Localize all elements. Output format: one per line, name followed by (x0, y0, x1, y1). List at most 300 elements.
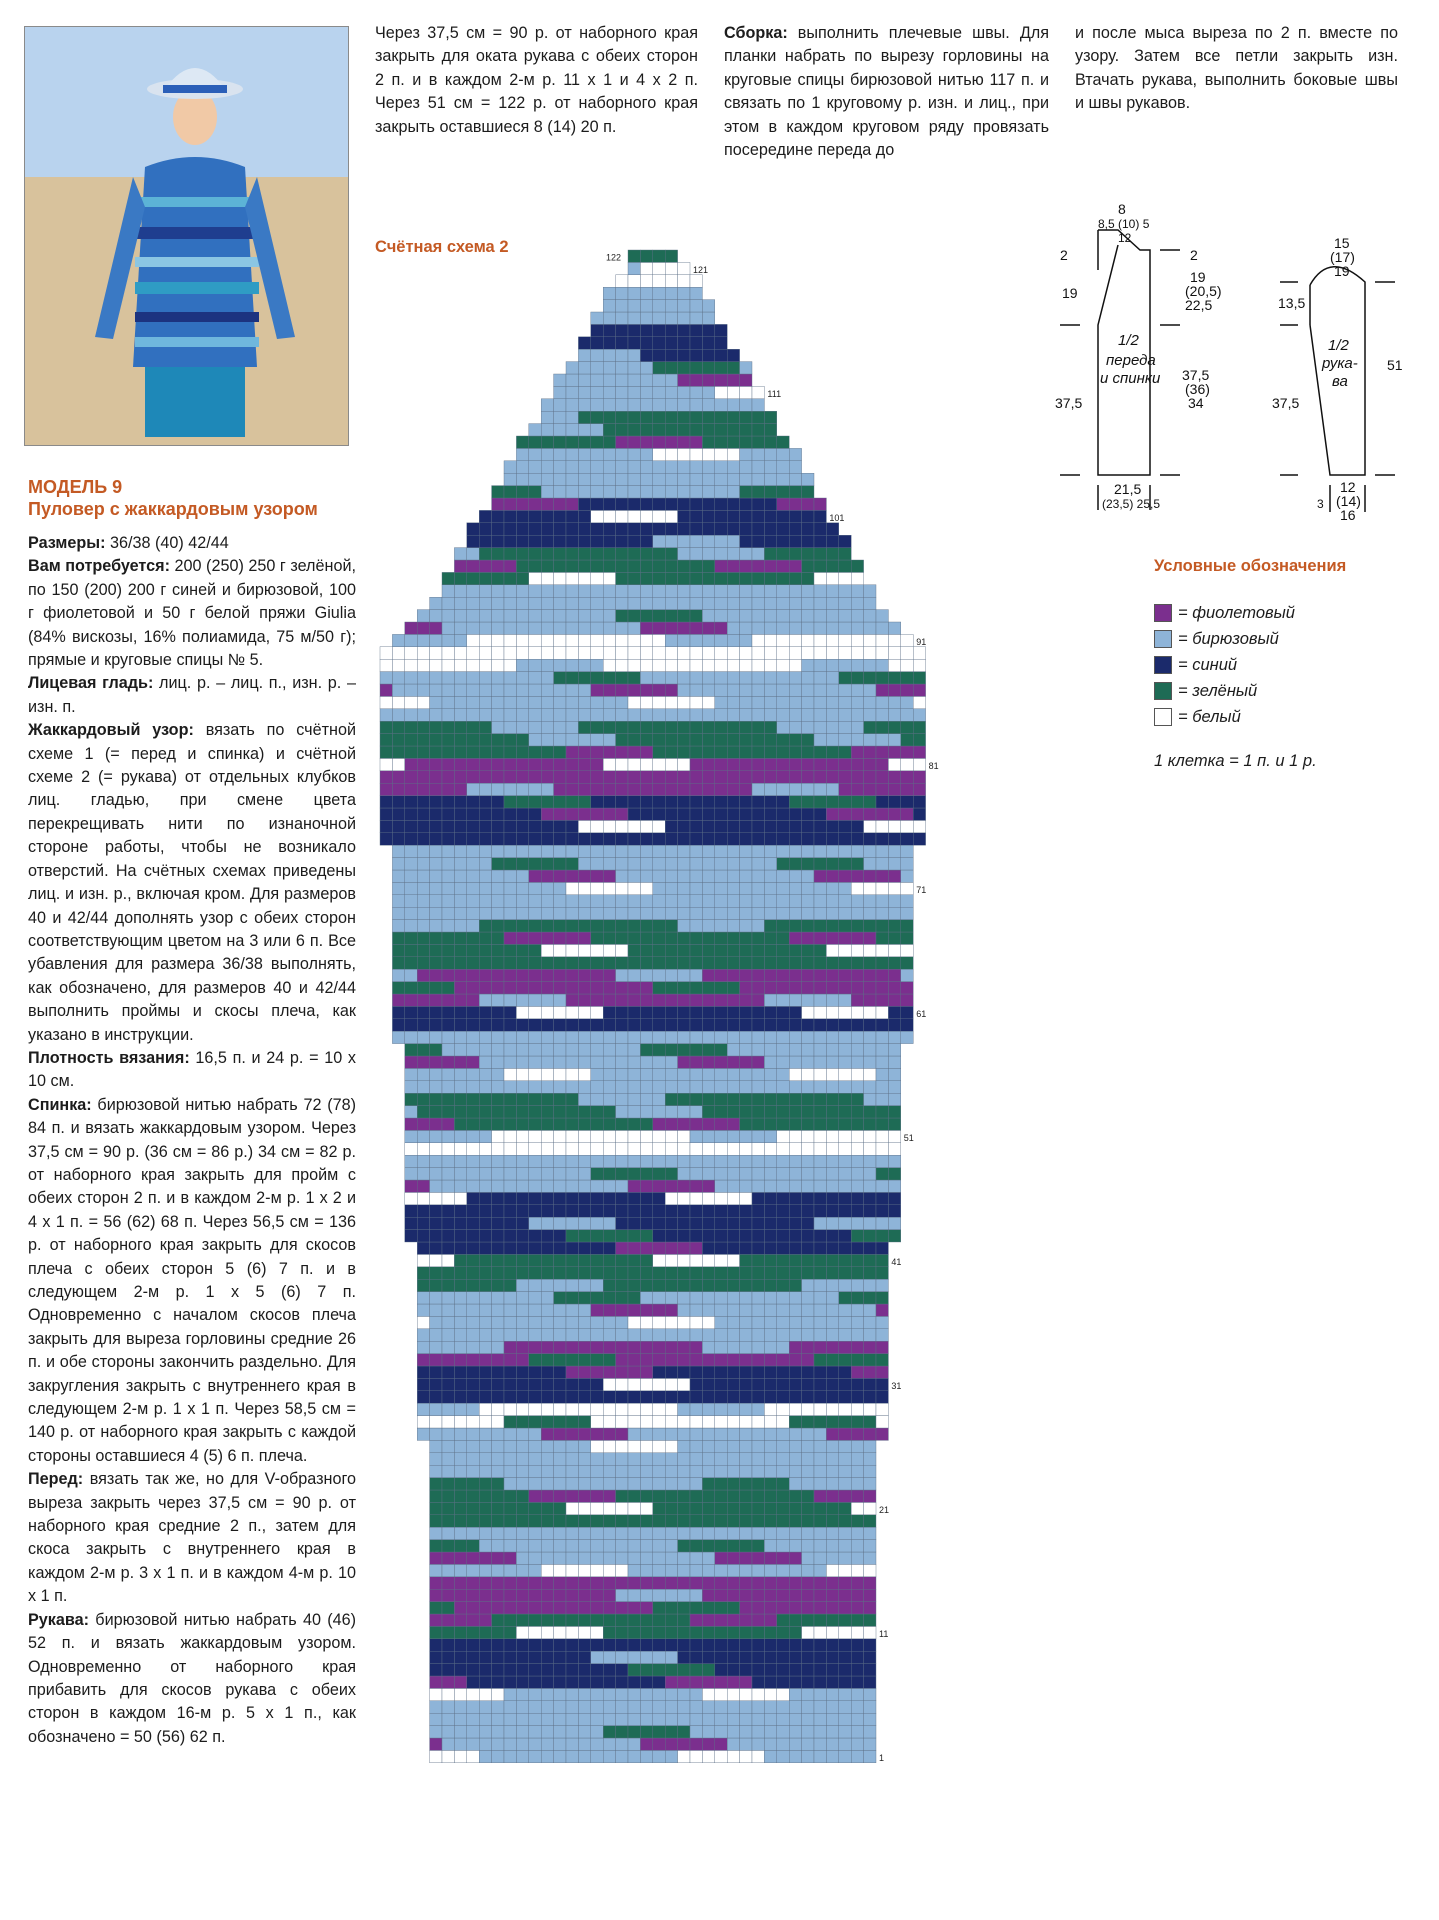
chart-cell (764, 882, 776, 894)
chart-cell (839, 1143, 851, 1155)
chart-cell (578, 1143, 590, 1155)
chart-cell (603, 1577, 615, 1589)
chart-cell (479, 1515, 491, 1527)
chart-cell (802, 858, 814, 870)
chart-cell (529, 944, 541, 956)
chart-cell (417, 1192, 429, 1204)
chart-cell (814, 548, 826, 560)
chart-cell (578, 969, 590, 981)
chart-cell (752, 597, 764, 609)
chart-cell (789, 1440, 801, 1452)
chart-cell (764, 498, 776, 510)
chart-cell (715, 982, 727, 994)
chart-cell (826, 1304, 838, 1316)
chart-cell (430, 1589, 442, 1601)
chart-cell (640, 1378, 652, 1390)
chart-cell (864, 1143, 876, 1155)
chart-cell (640, 1329, 652, 1341)
chart-cell (591, 386, 603, 398)
chart-cell (554, 374, 566, 386)
chart-cell (628, 1664, 640, 1676)
chart-cell (690, 287, 702, 299)
chart-cell (727, 349, 739, 361)
chart-cell (690, 870, 702, 882)
chart-cell (826, 1602, 838, 1614)
chart-cell (454, 858, 466, 870)
chart-cell (752, 634, 764, 646)
chart-cell (454, 1651, 466, 1663)
chart-cell (516, 721, 528, 733)
chart-cell (789, 1006, 801, 1018)
chart-cell (789, 721, 801, 733)
chart-cell (752, 510, 764, 522)
chart-cell (864, 1490, 876, 1502)
chart-cell (777, 1068, 789, 1080)
chart-cell (702, 1056, 714, 1068)
chart-cell (653, 1292, 665, 1304)
chart-cell (727, 1279, 739, 1291)
chart-cell (591, 746, 603, 758)
chart-cell (516, 1478, 528, 1490)
chart-cell (430, 610, 442, 622)
chart-cell (690, 1006, 702, 1018)
chart-cell (802, 808, 814, 820)
chart-cell (541, 820, 553, 832)
chart-cell (789, 634, 801, 646)
chart-cell (851, 1701, 863, 1713)
chart-cell (492, 820, 504, 832)
chart-cell (566, 1081, 578, 1093)
chart-cell (417, 1044, 429, 1056)
chart-cell (640, 672, 652, 684)
chart-cell (702, 1118, 714, 1130)
chart-cell (417, 709, 429, 721)
chart-cell (529, 1304, 541, 1316)
chart-cell (479, 808, 491, 820)
chart-cell (690, 1490, 702, 1502)
chart-cell (616, 1676, 628, 1688)
chart-cell (789, 1180, 801, 1192)
chart-cell (715, 1354, 727, 1366)
chart-cell (541, 1676, 553, 1688)
chart-cell (541, 672, 553, 684)
chart-cell (690, 1527, 702, 1539)
chart-cell (752, 684, 764, 696)
chart-cell (640, 1130, 652, 1142)
chart-cell (467, 1192, 479, 1204)
chart-cell (678, 957, 690, 969)
chart-cell (566, 1230, 578, 1242)
chart-cell (492, 1639, 504, 1651)
chart-cell (516, 597, 528, 609)
chart-cell (591, 721, 603, 733)
chart-cell (665, 845, 677, 857)
chart-cell (702, 1230, 714, 1242)
chart-cell (715, 944, 727, 956)
chart-cell (839, 820, 851, 832)
chart-cell (603, 734, 615, 746)
chart-cell (541, 461, 553, 473)
chart-cell (516, 1267, 528, 1279)
chart-cell (888, 684, 900, 696)
chart-cell (702, 1577, 714, 1589)
chart-cell (616, 957, 628, 969)
chart-cell (665, 1502, 677, 1514)
chart-cell (392, 994, 404, 1006)
chart-cell (752, 1205, 764, 1217)
chart-cell (715, 771, 727, 783)
chart-cell (628, 1192, 640, 1204)
chart-cell (417, 820, 429, 832)
chart-cell (554, 1701, 566, 1713)
chart-cell (814, 1602, 826, 1614)
chart-cell (864, 1502, 876, 1514)
chart-cell (479, 932, 491, 944)
chart-cell (467, 1651, 479, 1663)
chart-cell (665, 1676, 677, 1688)
chart-cell (467, 994, 479, 1006)
chart-cell (851, 808, 863, 820)
chart-cell (616, 448, 628, 460)
chart-cell (764, 1155, 776, 1167)
chart-cell (454, 560, 466, 572)
chart-cell (417, 1019, 429, 1031)
chart-cell (690, 1540, 702, 1552)
body-top-measure: 8 (1118, 201, 1126, 217)
chart-cell (702, 1614, 714, 1626)
chart-cell (591, 659, 603, 671)
chart-cell (516, 1242, 528, 1254)
chart-cell (888, 758, 900, 770)
chart-cell (566, 535, 578, 547)
chart-cell (702, 1465, 714, 1477)
chart-cell (405, 1205, 417, 1217)
chart-cell (516, 610, 528, 622)
chart-cell (752, 1366, 764, 1378)
chart-cell (715, 1713, 727, 1725)
chart-cell (764, 808, 776, 820)
chart-cell (578, 1465, 590, 1477)
chart-cell (504, 535, 516, 547)
chart-cell (566, 1750, 578, 1762)
chart-cell (554, 1577, 566, 1589)
chart-cell (653, 523, 665, 535)
chart-cell (640, 1478, 652, 1490)
chart-cell (430, 957, 442, 969)
chart-cell (492, 982, 504, 994)
chart-cell (678, 870, 690, 882)
chart-cell (640, 448, 652, 460)
chart-cell (479, 1130, 491, 1142)
chart-cell (405, 746, 417, 758)
chart-cell (653, 1750, 665, 1762)
chart-cell (504, 1502, 516, 1514)
chart-cell (727, 845, 739, 857)
chart-cell (901, 994, 913, 1006)
chart-row-label: 21 (879, 1504, 890, 1515)
chart-cell (727, 1490, 739, 1502)
chart-cell (529, 1292, 541, 1304)
chart-cell (417, 1143, 429, 1155)
chart-cell (628, 1540, 640, 1552)
chart-cell (764, 1577, 776, 1589)
chart-cell (430, 622, 442, 634)
chart-cell (492, 907, 504, 919)
chart-cell (789, 1602, 801, 1614)
chart-cell (516, 684, 528, 696)
chart-cell (392, 1031, 404, 1043)
chart-cell (851, 820, 863, 832)
chart-cell (715, 399, 727, 411)
chart-cell (802, 548, 814, 560)
chart-cell (715, 882, 727, 894)
chart-cell (467, 659, 479, 671)
chart-cell (603, 510, 615, 522)
chart-cell (492, 771, 504, 783)
chart-cell (864, 696, 876, 708)
chart-cell (764, 448, 776, 460)
chart-cell (876, 783, 888, 795)
chart-cell (467, 1403, 479, 1415)
chart-cell (740, 647, 752, 659)
chart-cell (529, 597, 541, 609)
chart-cell (665, 622, 677, 634)
stockinette-value: лиц. р. – лиц. п., изн. р. – изн. п. (28, 674, 356, 716)
chart-cell (665, 721, 677, 733)
chart-cell (442, 870, 454, 882)
chart-cell (479, 1502, 491, 1514)
instructions-left-column (28, 532, 356, 1749)
chart-cell (702, 1453, 714, 1465)
chart-cell (640, 907, 652, 919)
chart-cell (516, 1614, 528, 1626)
chart-cell (690, 597, 702, 609)
chart-cell (653, 262, 665, 274)
chart-cell (851, 1614, 863, 1626)
chart-cell (640, 1068, 652, 1080)
chart-cell (752, 486, 764, 498)
chart-cell (566, 634, 578, 646)
chart-cell (777, 1354, 789, 1366)
chart-cell (678, 461, 690, 473)
chart-cell (467, 1540, 479, 1552)
chart-cell (554, 1056, 566, 1068)
chart-cell (529, 1416, 541, 1428)
chart-cell (479, 1676, 491, 1688)
chart-cell (727, 436, 739, 448)
chart-cell (467, 709, 479, 721)
chart-cell (541, 746, 553, 758)
chart-cell (678, 1006, 690, 1018)
chart-cell (566, 1118, 578, 1130)
chart-cell (628, 1465, 640, 1477)
chart-cell (814, 1391, 826, 1403)
chart-cell (789, 1639, 801, 1651)
chart-cell (888, 1093, 900, 1105)
chart-cell (616, 1577, 628, 1589)
chart-cell (541, 1428, 553, 1440)
chart-cell (566, 1316, 578, 1328)
chart-cell (826, 1713, 838, 1725)
chart-cell (541, 1329, 553, 1341)
chart-cell (876, 882, 888, 894)
chart-cell (715, 1230, 727, 1242)
chart-cell (405, 771, 417, 783)
chart-cell (839, 1068, 851, 1080)
chart-cell (454, 969, 466, 981)
chart-cell (715, 1168, 727, 1180)
chart-cell (541, 647, 553, 659)
chart-cell (492, 610, 504, 622)
chart-cell (566, 1192, 578, 1204)
chart-cell (888, 808, 900, 820)
chart-cell (851, 1316, 863, 1328)
chart-cell (504, 473, 516, 485)
chart-cell (603, 1726, 615, 1738)
chart-cell (814, 535, 826, 547)
chart-cell (740, 721, 752, 733)
chart-cell (839, 647, 851, 659)
chart-cell (740, 1726, 752, 1738)
chart-cell (628, 758, 640, 770)
body-armhole-right-1: 19 (1190, 269, 1206, 285)
chart-cell (653, 1143, 665, 1155)
chart-cell (876, 1205, 888, 1217)
chart-cell (715, 436, 727, 448)
chart-cell (678, 1713, 690, 1725)
chart-cell (814, 1552, 826, 1564)
chart-cell (814, 1453, 826, 1465)
chart-cell (541, 1440, 553, 1452)
chart-cell (591, 1279, 603, 1291)
chart-cell (628, 622, 640, 634)
chart-cell (516, 585, 528, 597)
chart-cell (665, 771, 677, 783)
chart-cell (789, 758, 801, 770)
chart-cell (392, 771, 404, 783)
chart-cell (752, 709, 764, 721)
chart-cell (454, 1031, 466, 1043)
chart-cell (616, 1552, 628, 1564)
chart-cell (690, 1440, 702, 1452)
chart-cell (777, 1044, 789, 1056)
chart-cell (777, 473, 789, 485)
chart-cell (467, 1664, 479, 1676)
chart-cell (479, 1577, 491, 1589)
chart-cell (913, 672, 925, 684)
chart-cell (740, 895, 752, 907)
chart-cell (467, 1428, 479, 1440)
chart-cell (529, 696, 541, 708)
chart-cell (467, 944, 479, 956)
chart-cell (442, 895, 454, 907)
chart-cell (628, 250, 640, 262)
chart-cell (529, 1589, 541, 1601)
chart-cell (591, 1205, 603, 1217)
chart-cell (554, 1242, 566, 1254)
chart-cell (690, 1242, 702, 1254)
chart-cell (690, 783, 702, 795)
chart-cell (715, 647, 727, 659)
chart-cell (442, 709, 454, 721)
chart-cell (876, 610, 888, 622)
chart-cell (603, 920, 615, 932)
chart-cell (554, 1552, 566, 1564)
chart-cell (789, 498, 801, 510)
chart-cell (430, 1378, 442, 1390)
chart-cell (541, 796, 553, 808)
chart-cell (628, 399, 640, 411)
chart-cell (454, 1143, 466, 1155)
chart-cell (740, 1019, 752, 1031)
chart-cell (777, 1701, 789, 1713)
chart-cell (789, 845, 801, 857)
chart-row-label: 31 (891, 1380, 902, 1391)
chart-cell (839, 610, 851, 622)
chart-cell (516, 1750, 528, 1762)
chart-cell (603, 1453, 615, 1465)
chart-cell (715, 1056, 727, 1068)
chart-cell (901, 833, 913, 845)
chart-cell (541, 523, 553, 535)
chart-cell (554, 1403, 566, 1415)
chart-cell (839, 684, 851, 696)
chart-cell (653, 1701, 665, 1713)
chart-cell (628, 1639, 640, 1651)
chart-cell (789, 1564, 801, 1576)
chart-cell (678, 982, 690, 994)
chart-cell (727, 833, 739, 845)
chart-cell (839, 1589, 851, 1601)
chart-cell (653, 1577, 665, 1589)
chart-cell (814, 1056, 826, 1068)
chart-cell (789, 1378, 801, 1390)
chart-cell (566, 1378, 578, 1390)
chart-cell (417, 684, 429, 696)
chart-cell (814, 1378, 826, 1390)
chart-cell (541, 895, 553, 907)
chart-cell (777, 746, 789, 758)
chart-cell (529, 1626, 541, 1638)
chart-cell (628, 1527, 640, 1539)
chart-cell (690, 560, 702, 572)
chart-cell (777, 994, 789, 1006)
chart-cell (802, 684, 814, 696)
chart-cell (616, 845, 628, 857)
chart-cell (727, 1254, 739, 1266)
chart-cell (541, 572, 553, 584)
chart-cell (702, 337, 714, 349)
chart-cell (616, 374, 628, 386)
chart-cell (504, 1713, 516, 1725)
chart-cell (541, 1106, 553, 1118)
chart-cell (591, 1192, 603, 1204)
chart-cell (839, 907, 851, 919)
chart-cell (628, 969, 640, 981)
chart-cell (603, 1093, 615, 1105)
chart-cell (678, 610, 690, 622)
chart-cell (702, 1031, 714, 1043)
chart-cell (789, 1589, 801, 1601)
chart-cell (628, 833, 640, 845)
chart-cell (851, 1192, 863, 1204)
chart-cell (479, 858, 491, 870)
chart-cell (678, 548, 690, 560)
chart-cell (826, 1589, 838, 1601)
chart-cell (566, 944, 578, 956)
chart-cell (727, 1552, 739, 1564)
chart-cell (653, 659, 665, 671)
